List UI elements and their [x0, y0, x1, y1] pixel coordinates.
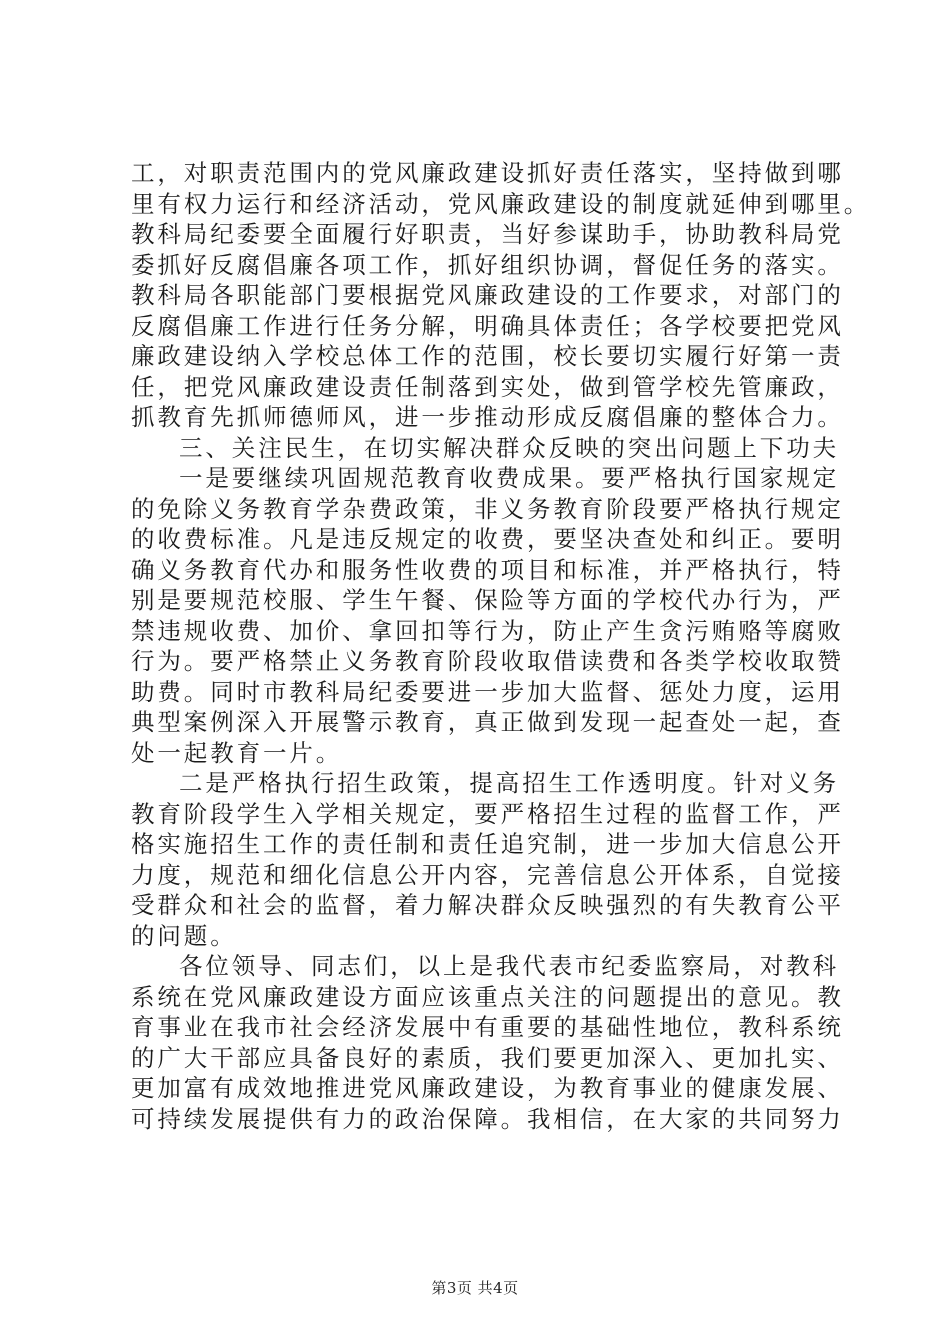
text-line: 工，对职责范围内的党风廉政建设抓好责任落实，坚持做到哪 — [131, 159, 844, 187]
text-line: 的收费标准。凡是违反规定的收费，要坚决查处和纠正。要明 — [131, 525, 844, 553]
text-line: 的免除义务教育学杂费政策，非义务教育阶段要严格执行规定 — [131, 494, 844, 523]
text-line: 行为。要严格禁止义务教育阶段收取借读费和各类学校收取赞 — [131, 647, 844, 675]
text-line: 廉政建设纳入学校总体工作的范围，校长要切实履行好第一责 — [131, 342, 844, 370]
text-line: 的广大干部应具备良好的素质，我们要更加深入、更加扎实、 — [131, 1043, 844, 1072]
text-line: 典型案例深入开展警示教育，真正做到发现一起查处一起，查 — [131, 708, 844, 736]
text-line: 可持续发展提供有力的政治保障。我相信，在大家的共同努力 — [131, 1104, 844, 1133]
text-line: 的问题。 — [131, 921, 237, 950]
text-line: 委抓好反腐倡廉各项工作，抓好组织协调，督促任务的落实。 — [131, 250, 844, 279]
text-line: 教科局纪委要全面履行好职责，当好参谋助手，协助教科局党 — [131, 220, 844, 248]
text-line: 二是严格执行招生政策，提高招生工作透明度。针对义务 — [179, 769, 839, 797]
text-line: 反腐倡廉工作进行任务分解，明确具体责任；各学校要把党风 — [131, 311, 844, 340]
text-line: 里有权力运行和经济活动，党风廉政建设的制度就延伸到哪里。 — [131, 189, 871, 218]
text-line: 教育阶段学生入学相关规定，要严格招生过程的监督工作，严 — [131, 799, 844, 828]
text-line: 任，把党风廉政建设责任制落到实处，做到管学校先管廉政， — [131, 372, 844, 401]
page-footer: 第3页 共4页 — [431, 1279, 519, 1297]
text-line: 助费。同时市教科局纪委要进一步加大监督、惩处力度，运用 — [131, 677, 844, 706]
text-line: 格实施招生工作的责任制和责任追究制，进一步加大信息公开 — [131, 830, 844, 858]
text-line: 力度，规范和细化信息公开内容，完善信息公开体系，自觉接 — [131, 860, 844, 889]
body-text — [131, 158, 871, 1134]
text-line: 系统在党风廉政建设方面应该重点关注的问题提出的意见。教 — [131, 982, 844, 1011]
text-line: 各位领导、同志们，以上是我代表市纪委监察局，对教科 — [179, 952, 839, 980]
text-line: 处一起教育一片。 — [131, 738, 343, 767]
text-line: 确义务教育代办和服务性收费的项目和标准，并严格执行，特 — [131, 555, 844, 584]
text-line: 别是要规范校服、学生午餐、保险等方面的学校代办行为，严 — [131, 586, 844, 614]
text-line: 更加富有成效地推进党风廉政建设，为教育事业的健康发展、 — [131, 1074, 844, 1102]
text-line: 受群众和社会的监督，着力解决群众反映强烈的有失教育公平 — [131, 891, 844, 919]
text-line: 育事业在我市社会经济发展中有重要的基础性地位，教科系统 — [131, 1013, 844, 1041]
text-line: 教科局各职能部门要根据党风廉政建设的工作要求，对部门的 — [131, 281, 844, 309]
text-line: 三、关注民生，在切实解决群众反映的突出问题上下功夫 — [179, 433, 839, 462]
text-line: 抓教育先抓师德师风，进一步推动形成反腐倡廉的整体合力。 — [131, 403, 844, 431]
text-line: 禁违规收费、加价、拿回扣等行为，防止产生贪污贿赂等腐败 — [131, 616, 844, 645]
text-line: 一是要继续巩固规范教育收费成果。要严格执行国家规定 — [179, 464, 839, 492]
